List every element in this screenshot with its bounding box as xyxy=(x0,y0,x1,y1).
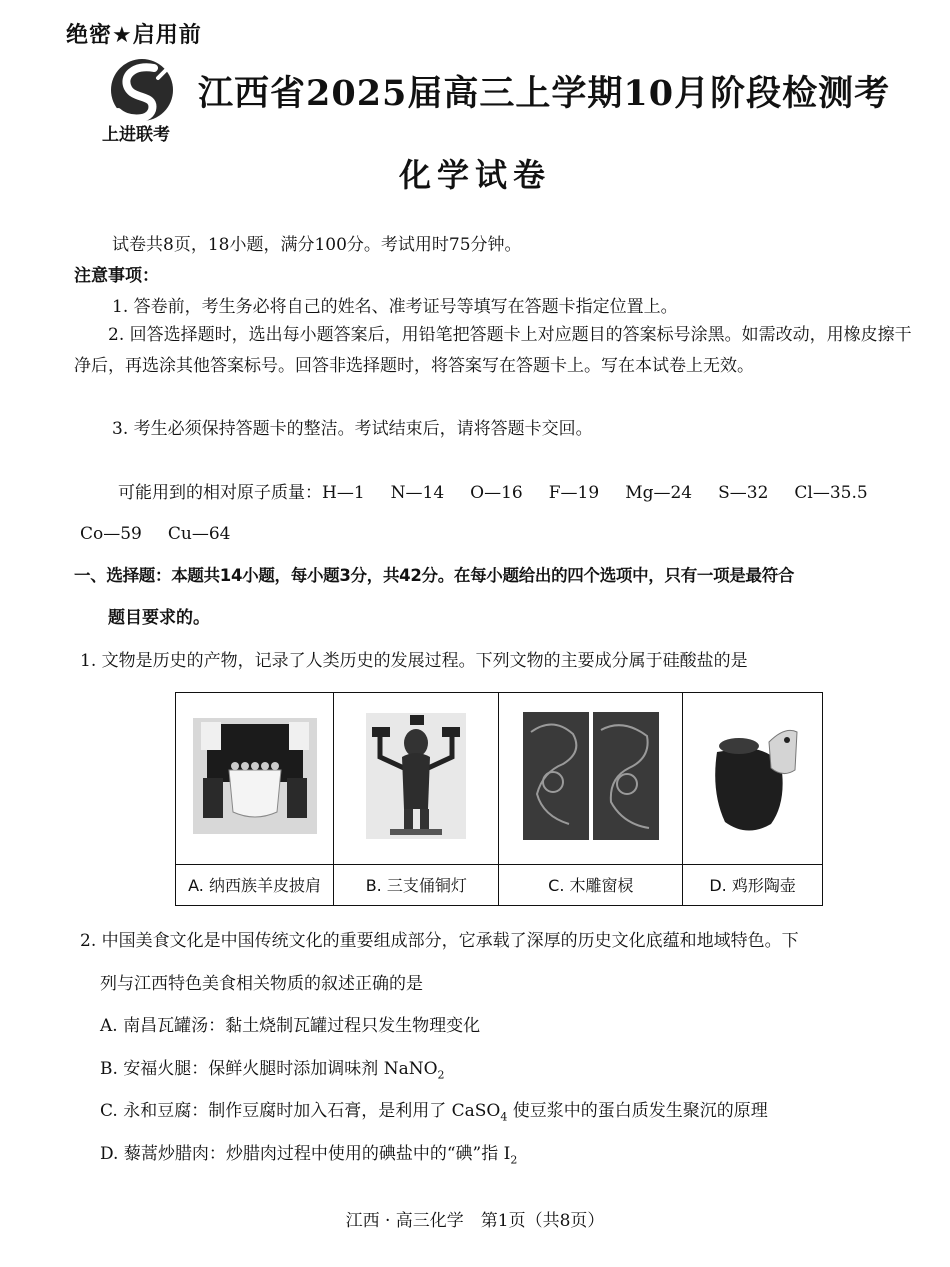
notice-item-1: 1. 答卷前，考生务必将自己的姓名、准考证号等填写在答题卡指定位置上。 xyxy=(112,297,678,317)
confidential-label: 绝密★启用前 xyxy=(66,23,202,48)
notice-title: 注意事项： xyxy=(74,266,159,286)
subscript: 2 xyxy=(437,1068,445,1082)
q2-option-c-text: C. 永和豆腐：制作豆腐时加入石膏，是利用了 CaSO xyxy=(100,1101,501,1121)
option-b-label: B. 三支俑铜灯 xyxy=(334,864,499,905)
page-footer: 江西 · 高三化学 第1页（共8页） xyxy=(345,1211,605,1231)
q2-option-b-text: B. 安福火腿：保鲜火腿时添加调味剂 NaNO xyxy=(100,1059,438,1079)
atomic-mass-row-2 xyxy=(80,524,256,544)
relic-image-c xyxy=(499,693,683,865)
logo-text: 上进联考 xyxy=(102,125,170,145)
notice-item-2: 2. 回答选择题时，选出每小题答案后，用铅笔把答题卡上对应题目的答案标号涂黑。如需改动，用橡皮擦干净后，再选涂其他答案标号。回答非选择题时，将答案写在答题卡上。写在本试卷上无效。 xyxy=(74,325,912,376)
notice-item-3: 3. 考生必须保持答题卡的整洁。考试结束后，请将答题卡交回。 xyxy=(112,419,593,439)
option-c-label: C. 木雕窗棂 xyxy=(499,864,683,905)
bronze-lamp-icon xyxy=(366,713,466,839)
option-a-label: A. 纳西族羊皮披肩 xyxy=(176,864,334,905)
option-d-label: D. 鸡形陶壶 xyxy=(683,864,823,905)
relics-table xyxy=(175,692,823,906)
atomic-mass-label: 可能用到的相对原子质量： xyxy=(118,483,322,503)
atomic-mass: O—16 xyxy=(470,483,523,503)
q2-option-d xyxy=(100,1143,517,1168)
q2-option-c-text-cont: 使豆浆中的蛋白质发生聚沉的原理 xyxy=(507,1101,768,1121)
exam-summary: 试卷共8页，18小题，满分100分。考试用时75分钟。 xyxy=(112,235,522,255)
q2-option-d-text: D. 藜蒿炒腊肉：炒腊肉过程中使用的碘盐中的“碘”指 I xyxy=(100,1144,511,1164)
q2-option-a: A. 南昌瓦罐汤：黏土烧制瓦罐过程只发生物理变化 xyxy=(100,1016,481,1036)
relic-image-b xyxy=(334,693,499,865)
sheepskin-cape-icon xyxy=(193,718,317,834)
question-2-stem: 2. 中国美食文化是中国传统文化的重要组成部分，它承载了深厚的历史文化底蕴和地域特色。下 xyxy=(80,931,799,951)
atomic-mass: N—14 xyxy=(390,483,445,503)
atomic-mass: S—32 xyxy=(718,483,769,503)
atomic-mass: Mg—24 xyxy=(625,483,693,503)
atomic-mass-row-1 xyxy=(118,478,894,503)
section-heading: 一、选择题：本题共14小题，每小题3分，共42分。在每小题给出的四个选项中，只有一项是最符合 xyxy=(74,566,795,585)
relic-image-a xyxy=(176,693,334,865)
atomic-mass: F—19 xyxy=(548,483,600,503)
subscript: 4 xyxy=(500,1110,508,1124)
relic-image-d xyxy=(683,693,823,865)
subscript: 2 xyxy=(510,1153,518,1167)
wood-carving-window-icon xyxy=(523,712,659,840)
subject-title: 化学试卷 xyxy=(398,156,551,194)
q2-option-b xyxy=(100,1058,445,1083)
section-heading-cont: 题目要求的。 xyxy=(108,608,210,628)
atomic-mass: Co—59 xyxy=(80,524,142,544)
q2-option-c xyxy=(100,1100,768,1125)
atomic-mass: H—1 xyxy=(322,483,365,503)
chicken-pottery-icon xyxy=(707,712,799,840)
exam-title: 江西省2025届高三上学期10月阶段检测考 xyxy=(198,73,891,114)
question-1-stem: 1. 文物是历史的产物，记录了人类历史的发展过程。下列文物的主要成分属于硅酸盐的是 xyxy=(80,651,748,671)
atomic-mass: Cu—64 xyxy=(167,524,231,544)
atomic-mass: Cl—35.5 xyxy=(794,483,868,503)
question-2-stem-cont: 列与江西特色美食相关物质的叙述正确的是 xyxy=(100,974,423,994)
